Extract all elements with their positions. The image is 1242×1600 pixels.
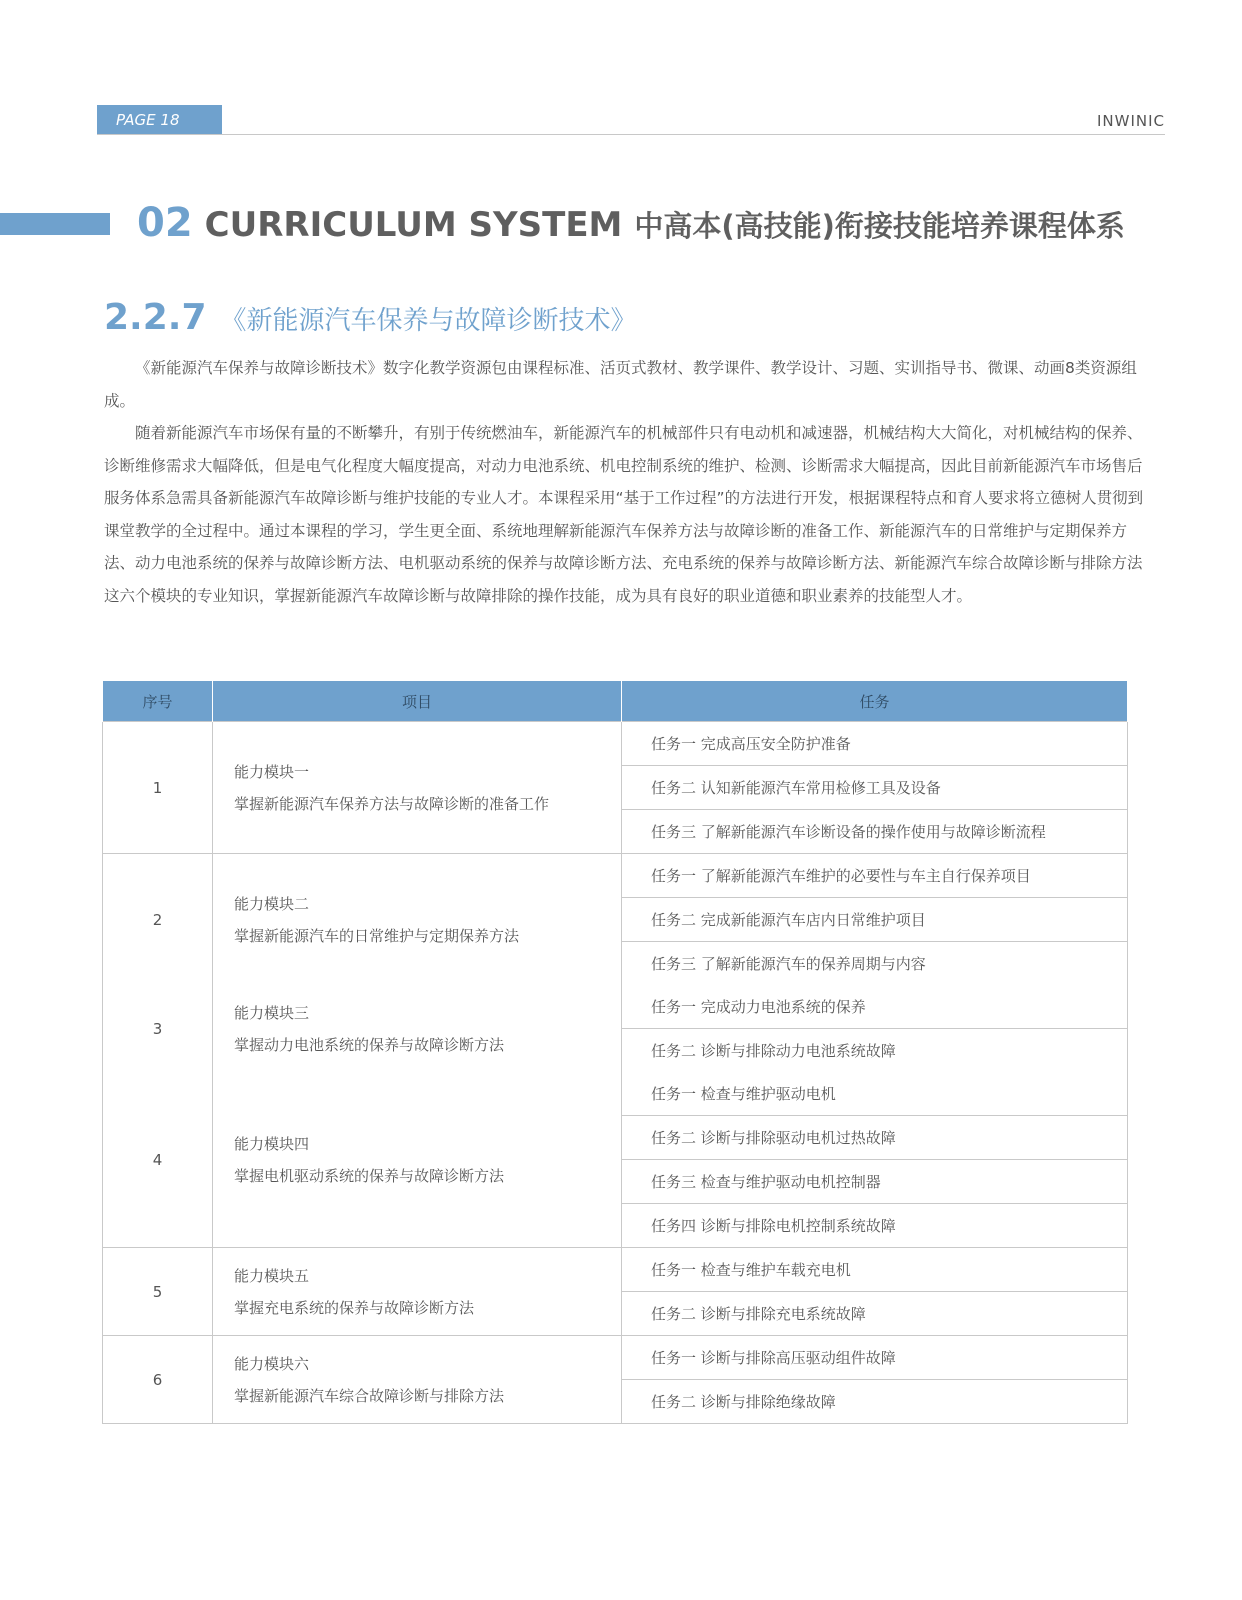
paragraph-description: 随着新能源汽车市场保有量的不断攀升，有别于传统燃油车，新能源汽车的机械部件只有电动机和减速器，机械结构大大简化，对机械结构的保养、诊断维修需求大幅降低，但是电气化程度大幅度提高，对动力电池系统、机电控制系统的维护、检测、诊断需求大幅提高，因此目前新能源汽车市场售后服务体系急需具备新能源汽车故障诊断与维护技能的专业人才。本课程采用“基于工作过程”的方法进行开发，根据课程特点和育人要求将立德树人贯彻到课堂教学的全过程中。通过本课程的学习，学生更全面、系统地理解新能源汽车保养方法与故障诊断的准备工作、新能源汽车的日常维护与定期保养方法、动力电池系统的保养与故障诊断方法、电机驱动系统的保养与故障诊断方法、充电系统的保养与故障诊断方法、新能源汽车综合故障诊断与排除方法这六个模块的专业知识，掌握新能源汽车故障诊断与故障排除的操作技能，成为具有良好的职业道德和职业素养的技能型人才。	[104, 424, 1144, 605]
task-cell: 任务一 了解新能源汽车维护的必要性与车主自行保养项目	[622, 854, 1128, 898]
module-desc: 掌握新能源汽车保养方法与故障诊断的准备工作	[234, 794, 550, 813]
task-cell: 任务三 了解新能源汽车的保养周期与内容	[622, 942, 1128, 986]
curriculum-table	[102, 681, 1128, 1424]
task-cell: 任务三 了解新能源汽车诊断设备的操作使用与故障诊断流程	[622, 810, 1128, 854]
task-cell: 任务二 诊断与排除充电系统故障	[622, 1292, 1128, 1336]
table-row	[103, 722, 1128, 766]
body-text	[104, 352, 1144, 612]
task-cell: 任务二 诊断与排除动力电池系统故障	[622, 1029, 1128, 1073]
table-row	[103, 1248, 1128, 1292]
module-cell	[213, 985, 622, 1072]
header-rule	[97, 134, 1165, 135]
task-cell: 任务一 诊断与排除高压驱动组件故障	[622, 1336, 1128, 1380]
task-cell: 任务一 完成高压安全防护准备	[622, 722, 1128, 766]
module-desc: 掌握充电系统的保养与故障诊断方法	[234, 1298, 475, 1317]
module-cell	[213, 1336, 622, 1424]
table-row	[103, 1336, 1128, 1380]
table-row	[103, 854, 1128, 898]
subsection-title	[104, 298, 637, 344]
section-title-cn: 中高本(高技能)衔接技能培养课程体系	[634, 209, 1125, 243]
module-desc: 掌握新能源汽车综合故障诊断与排除方法	[234, 1386, 505, 1405]
header-task: 任务	[622, 681, 1128, 722]
module-name: 能力模块四	[234, 1134, 310, 1153]
section-number: 02	[137, 200, 193, 246]
row-number: 1	[103, 722, 213, 854]
row-number: 6	[103, 1336, 213, 1424]
task-cell: 任务二 认知新能源汽车常用检修工具及设备	[622, 766, 1128, 810]
module-name: 能力模块五	[234, 1266, 310, 1285]
module-desc: 掌握电机驱动系统的保养与故障诊断方法	[234, 1166, 505, 1185]
section-title	[137, 200, 1125, 254]
task-cell: 任务一 完成动力电池系统的保养	[622, 985, 1128, 1029]
module-name: 能力模块二	[234, 894, 310, 913]
task-cell: 任务二 诊断与排除绝缘故障	[622, 1380, 1128, 1424]
module-desc: 掌握新能源汽车的日常维护与定期保养方法	[234, 926, 520, 945]
module-cell	[213, 1072, 622, 1248]
page-number-tag: PAGE 18	[97, 105, 222, 135]
task-cell: 任务一 检查与维护驱动电机	[622, 1072, 1128, 1116]
brand-name: INWINIC	[1096, 112, 1165, 130]
section-accent-bar	[0, 213, 110, 235]
task-cell: 任务二 完成新能源汽车店内日常维护项目	[622, 898, 1128, 942]
header-number: 序号	[103, 681, 213, 722]
table-header-row	[103, 681, 1128, 722]
module-desc: 掌握动力电池系统的保养与故障诊断方法	[234, 1035, 505, 1054]
task-cell: 任务三 检查与维护驱动电机控制器	[622, 1160, 1128, 1204]
section-title-en: CURRICULUM SYSTEM	[204, 205, 623, 245]
row-number: 3	[103, 985, 213, 1072]
task-cell: 任务二 诊断与排除驱动电机过热故障	[622, 1116, 1128, 1160]
table-row	[103, 1072, 1128, 1116]
subsection-name: 《新能源汽车保养与故障诊断技术》	[220, 306, 637, 336]
table-row	[103, 985, 1128, 1029]
row-number: 4	[103, 1072, 213, 1248]
task-cell: 任务一 检查与维护车载充电机	[622, 1248, 1128, 1292]
module-cell	[213, 722, 622, 854]
row-number: 5	[103, 1248, 213, 1336]
paragraph-intro: 《新能源汽车保养与故障诊断技术》数字化教学资源包由课程标准、活页式教材、教学课件、教学设计、习题、实训指导书、微课、动画8类资源组成。	[104, 359, 1137, 410]
module-name: 能力模块三	[234, 1003, 310, 1022]
module-name: 能力模块一	[234, 762, 310, 781]
subsection-number: 2.2.7	[104, 297, 207, 338]
module-name: 能力模块六	[234, 1354, 310, 1373]
task-cell: 任务四 诊断与排除电机控制系统故障	[622, 1204, 1128, 1248]
header-project: 项目	[213, 681, 622, 722]
module-cell	[213, 854, 622, 986]
row-number: 2	[103, 854, 213, 986]
module-cell	[213, 1248, 622, 1336]
